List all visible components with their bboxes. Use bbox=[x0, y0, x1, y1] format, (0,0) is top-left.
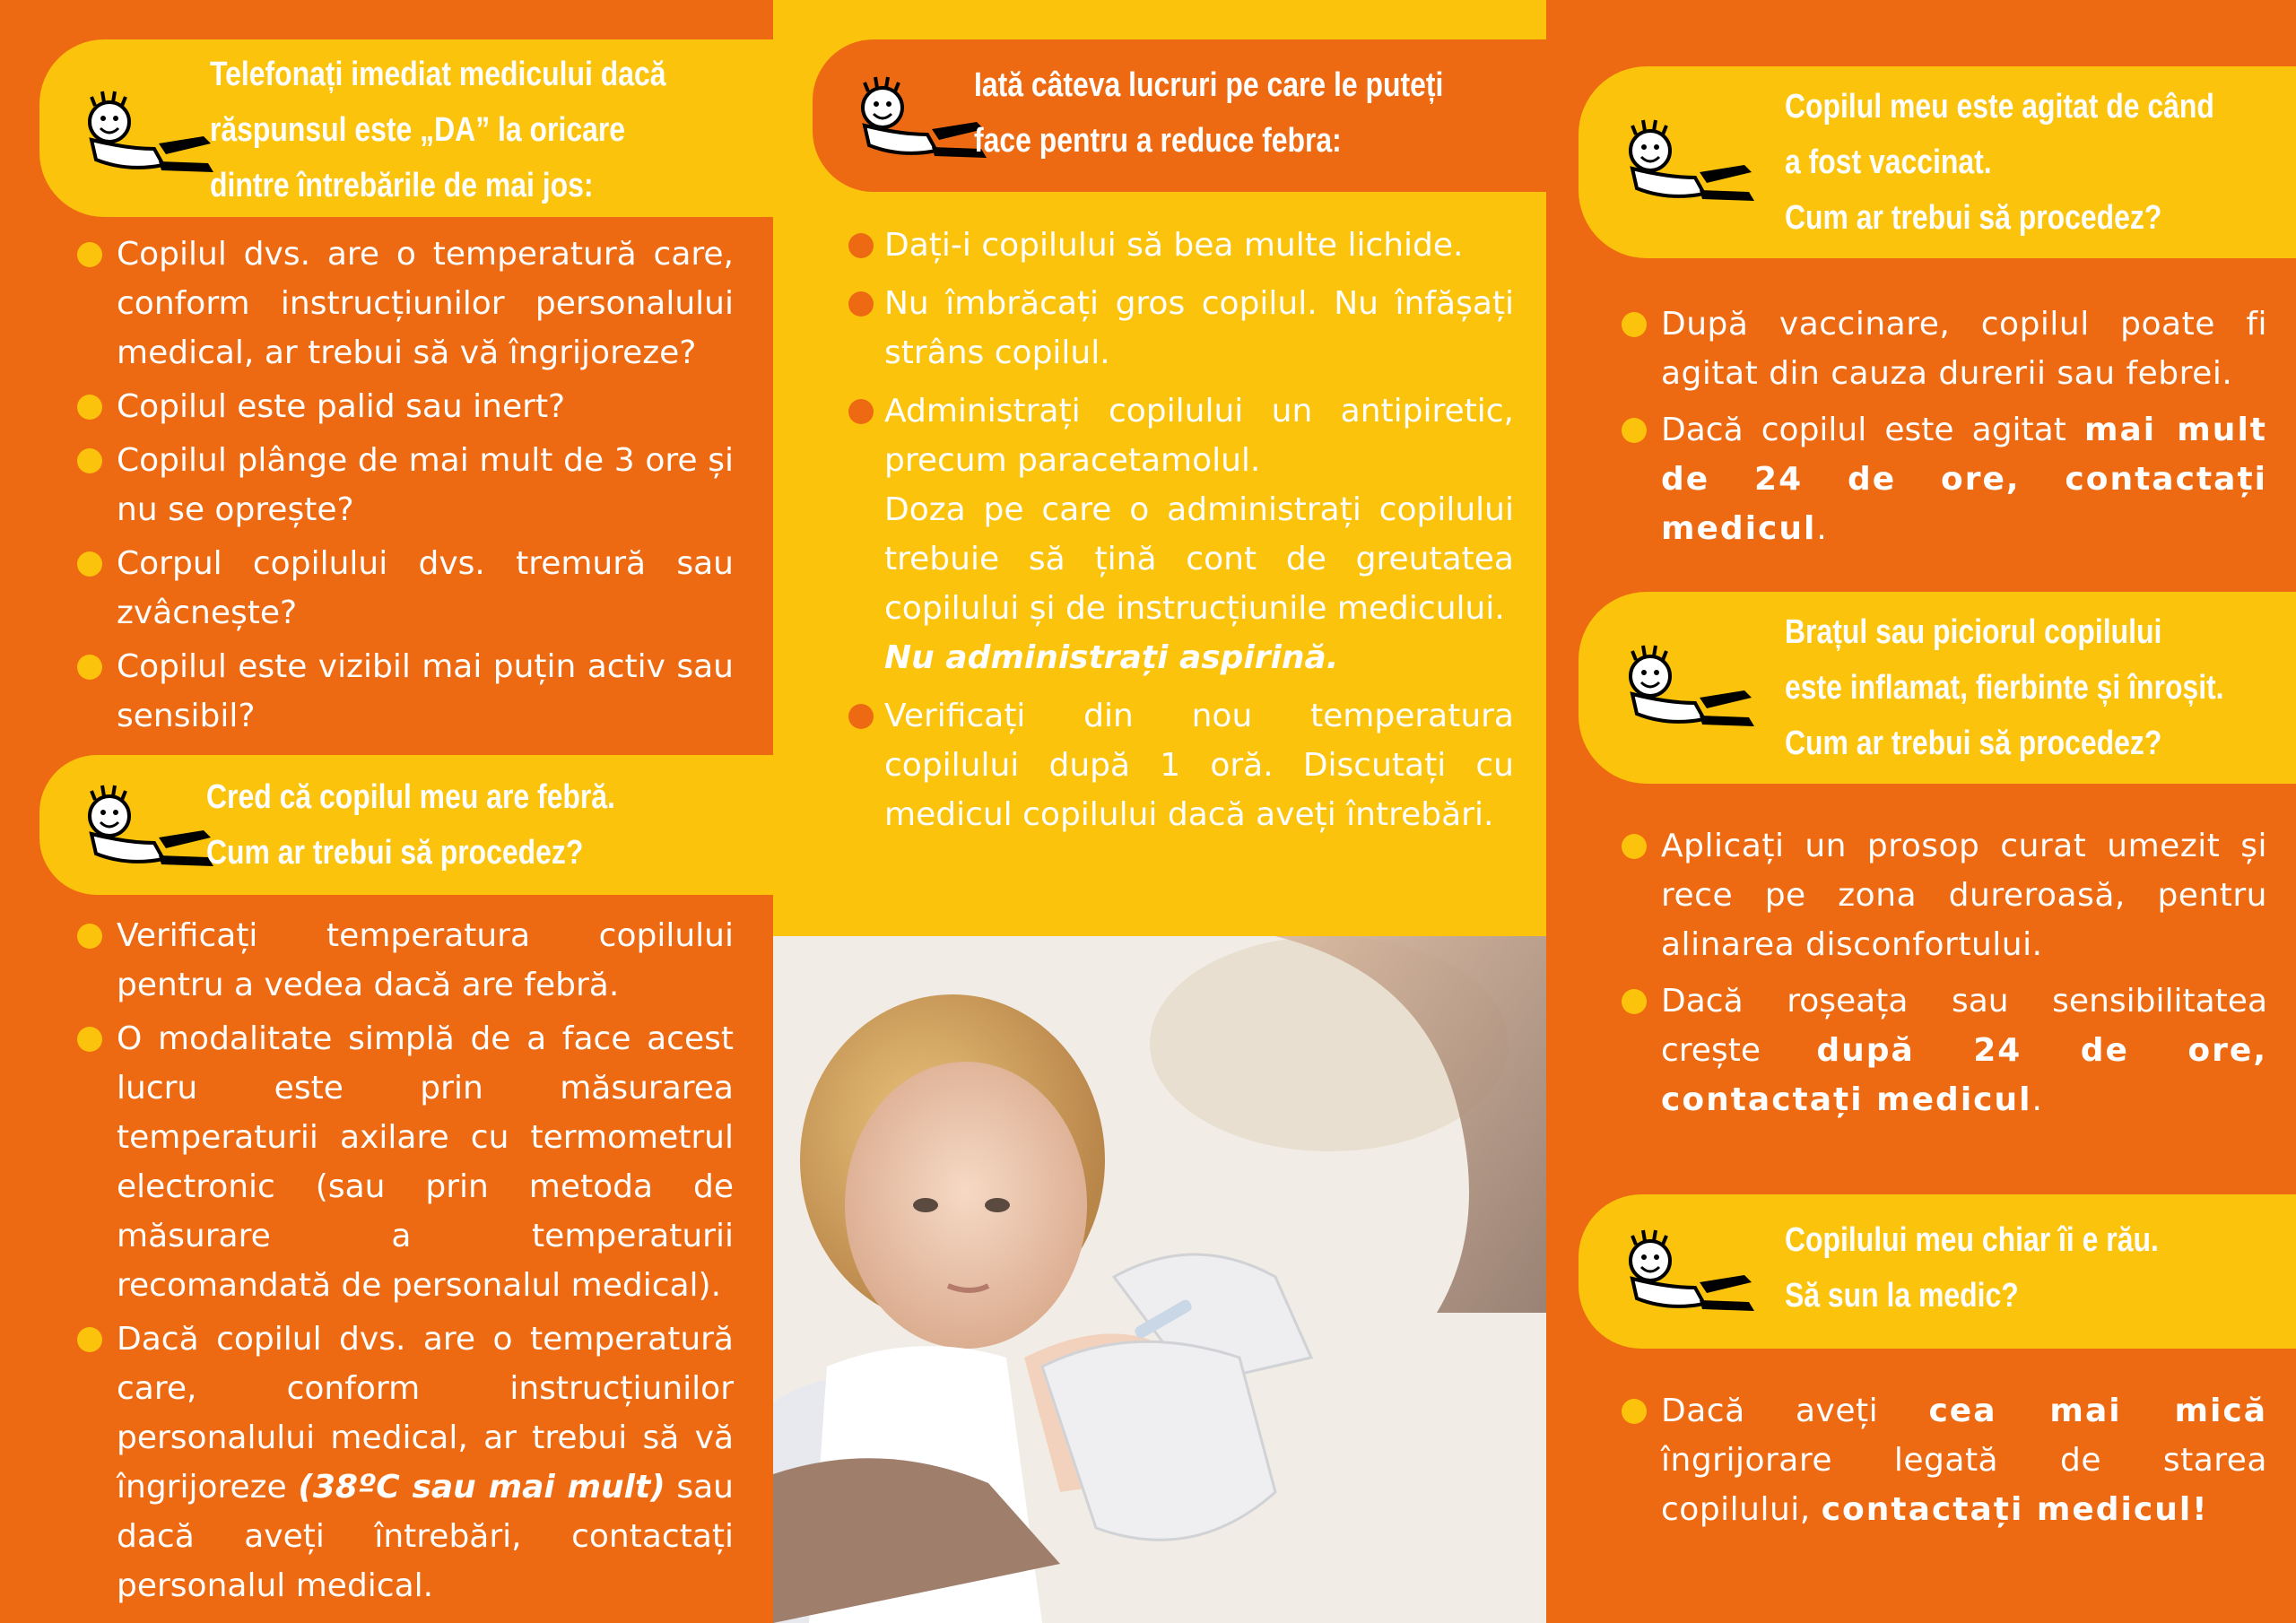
header-line: răspunsul este „DA” la oricare bbox=[210, 111, 626, 149]
bullet-dot-icon bbox=[77, 395, 102, 420]
header-fever bbox=[39, 755, 773, 895]
column-middle bbox=[773, 0, 1546, 1623]
child-vaccination-illustration bbox=[773, 936, 1546, 1623]
bullet-dot-icon bbox=[77, 1027, 102, 1052]
emphasis-text: contactați medicul! bbox=[1821, 1491, 2209, 1528]
bullet-dot-icon bbox=[848, 704, 874, 729]
list-item: Dacă copilul dvs. are o temperatură care, conform instrucțiunilor personalului medical, ar trebui să vă îngrijoreze (38ºC sau mai mult) sau dacă aveți întrebări, contactați personalul medical. bbox=[74, 1315, 734, 1610]
bullet-dot-icon bbox=[77, 924, 102, 949]
header-line: Cum ar trebui să procedez? bbox=[206, 834, 584, 872]
bullet-dot-icon bbox=[77, 448, 102, 473]
list-item: Copilul este palid sau inert? bbox=[74, 382, 734, 431]
list-item: Dați-i copilului să bea multe lichide. bbox=[848, 221, 1514, 270]
baby-mascot-icon bbox=[1614, 117, 1767, 206]
bullet-dot-icon bbox=[1622, 1399, 1647, 1424]
bullet-dot-icon bbox=[1622, 989, 1647, 1014]
list-item: Copilul plânge de mai mult de 3 ore și nu se oprește? bbox=[74, 436, 734, 534]
header-line: Cum ar trebui să procedez? bbox=[1785, 725, 2162, 762]
list-item: Verificați temperatura copilului pentru a vedea dacă are febră. bbox=[74, 911, 734, 1010]
header-very-ill bbox=[1578, 1194, 2296, 1349]
header-line: a fost vaccinat. bbox=[1785, 143, 1992, 181]
list-item: Copilul este vizibil mai puțin activ sau sensibil? bbox=[74, 642, 734, 741]
list-item: Dacă aveți cea mai mică îngrijorare legată de starea copilului, contactați medicul! bbox=[1618, 1386, 2267, 1534]
list-item: Verificați din nou temperatura copilului după 1 oră. Discutați cu medicul copilului dacă aveți întrebări. bbox=[848, 691, 1514, 839]
header-line: dintre întrebările de mai jos: bbox=[210, 167, 594, 204]
baby-mascot-icon bbox=[74, 88, 226, 178]
list-item: O modalitate simplă de a face acest lucru este prin măsurarea temperaturii axilare cu termometrul electronic (sau prin metoda de măsurare a temperaturii recomandată de personalul medical). bbox=[74, 1014, 734, 1310]
fever-steps-list bbox=[74, 911, 734, 1615]
bullet-dot-icon bbox=[1622, 834, 1647, 859]
bullet-dot-icon bbox=[77, 1327, 102, 1352]
bullet-dot-icon bbox=[848, 233, 874, 258]
column-left bbox=[0, 0, 773, 1623]
bullet-dot-icon bbox=[1622, 418, 1647, 443]
header-line: Brațul sau piciorul copilului bbox=[1785, 613, 2162, 651]
bullet-dot-icon bbox=[848, 399, 874, 424]
header-line: face pentru a reduce febra: bbox=[974, 122, 1342, 160]
baby-mascot-icon bbox=[1614, 1227, 1767, 1316]
bullet-dot-icon bbox=[77, 242, 102, 267]
header-line: Iată câteva lucruri pe care le puteți bbox=[974, 66, 1444, 104]
header-agitated bbox=[1578, 66, 2296, 258]
vaccination-photo bbox=[773, 936, 1546, 1623]
bullet-dot-icon bbox=[848, 291, 874, 317]
list-item: Corpul copilului dvs. tremură sau zvâcnește? bbox=[74, 539, 734, 638]
header-inflamed bbox=[1578, 592, 2296, 784]
list-item: După vaccinare, copilul poate fi agitat din cauza durerii sau febrei. bbox=[1618, 299, 2267, 398]
list-item: Aplicați un prosop curat umezit și rece pe zona dureroasă, pentru alinarea disconfortului. bbox=[1618, 821, 2267, 969]
temperature-threshold: (38ºC sau mai mult) bbox=[298, 1469, 665, 1506]
baby-mascot-icon bbox=[1614, 642, 1767, 732]
column-right bbox=[1546, 0, 2296, 1623]
symptom-list bbox=[74, 230, 734, 745]
bullet-dot-icon bbox=[77, 551, 102, 577]
header-line: Cred că copilul meu are febră. bbox=[206, 778, 615, 816]
very-ill-list bbox=[1618, 1386, 2267, 1539]
list-item: Dacă copilul este agitat mai mult de 24 de ore, contactați medicul. bbox=[1618, 405, 2267, 553]
inflamed-list bbox=[1618, 821, 2267, 1129]
reduce-fever-list bbox=[848, 221, 1514, 844]
header-line: Să sun la medic? bbox=[1785, 1277, 2019, 1315]
header-line: Telefonați imediat medicului dacă bbox=[210, 56, 666, 93]
header-line: Cum ar trebui să procedez? bbox=[1785, 199, 2162, 237]
list-item: Nu îmbrăcați gros copilul. Nu înfășați strâns copilul. bbox=[848, 279, 1514, 378]
agitated-list bbox=[1618, 299, 2267, 558]
list-item: Administrați copilului un antipiretic, precum paracetamolul. Doza pe care o administrați copilului trebuie să țină cont de greutatea copilului și de instrucțiunile medicului. Nu administrați aspirină. bbox=[848, 386, 1514, 682]
emphasis-text: după 24 de ore, contactați medicul bbox=[1661, 1032, 2267, 1118]
header-line: este inflamat, fierbinte și înroșit. bbox=[1785, 669, 2224, 707]
baby-mascot-icon bbox=[74, 782, 226, 872]
bullet-dot-icon bbox=[77, 655, 102, 680]
header-line: Copilul meu este agitat de când bbox=[1785, 88, 2214, 126]
header-reduce-fever bbox=[813, 39, 1546, 192]
list-item: Dacă roșeața sau sensibilitatea crește după 24 de ore, contactați medicul. bbox=[1618, 976, 2267, 1124]
emphasis-text: mai mult de 24 de ore, contactați medicul bbox=[1661, 412, 2267, 547]
emphasis-text: cea mai mică bbox=[1928, 1393, 2267, 1429]
header-call-doctor bbox=[39, 39, 773, 217]
header-line: Copilului meu chiar îi e rău. bbox=[1785, 1221, 2159, 1259]
list-item: Copilul dvs. are o temperatură care, conform instrucțiunilor personalului medical, ar trebui să vă îngrijoreze? bbox=[74, 230, 734, 378]
bullet-dot-icon bbox=[1622, 312, 1647, 337]
no-aspirin-warning: Nu administrați aspirină. bbox=[884, 639, 1339, 676]
